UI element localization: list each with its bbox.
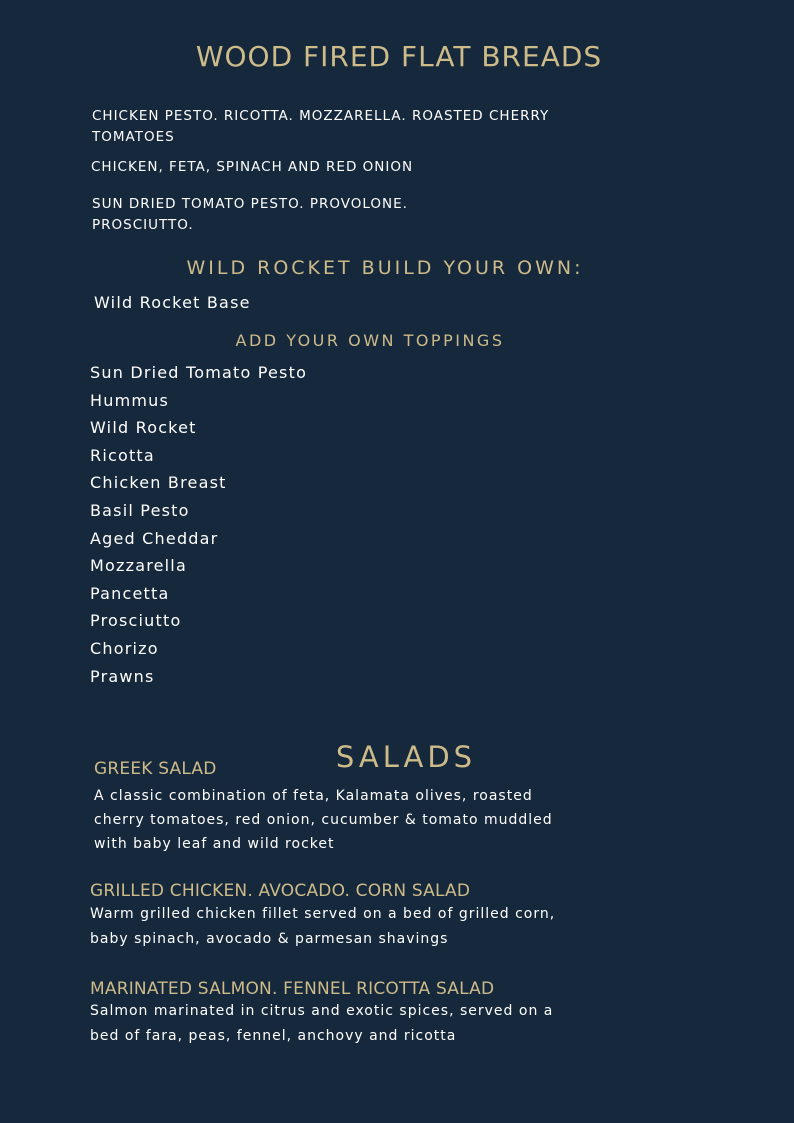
flat-breads-title: WOOD FIRED FLAT BREADS (195, 40, 603, 73)
topping-item: Prosciutto (90, 611, 182, 631)
salad-description: Warm grilled chicken fillet served on a bed of grilled corn, baby spinach, avocado & parmesan shavings (90, 906, 556, 947)
topping-item: Mozzarella (90, 556, 187, 576)
topping-item: Pancetta (90, 583, 170, 603)
flat-bread-item: SUN DRIED TOMATO PESTO. PROVOLONE. PROSCIUTTO. (92, 196, 408, 233)
topping-item: Aged Cheddar (90, 528, 219, 548)
flat-bread-item: CHICKEN PESTO. RICOTTA. MOZZARELLA. ROASTED CHERRY TOMATOES (92, 108, 550, 145)
salad-name: GREEK SALAD (94, 759, 217, 779)
flat-bread-item: CHICKEN, FETA, SPINACH AND RED ONION (91, 159, 414, 175)
salads-title: SALADS (335, 740, 477, 774)
topping-item: Prawns (90, 666, 155, 686)
salad-name: GRILLED CHICKEN. AVOCADO. CORN SALAD (90, 881, 471, 901)
topping-item: Hummus (90, 390, 170, 410)
salad-name: MARINATED SALMON. FENNEL RICOTTA SALAD (90, 979, 495, 999)
base-option: Wild Rocket Base (94, 293, 251, 312)
toppings-title: ADD YOUR OWN TOPPINGS (235, 331, 505, 350)
build-your-own-title: WILD ROCKET BUILD YOUR OWN: (186, 257, 584, 279)
topping-item: Ricotta (90, 445, 155, 465)
topping-item: Basil Pesto (90, 500, 190, 520)
topping-item: Wild Rocket (90, 418, 197, 438)
toppings-list (90, 362, 307, 693)
salad-description: A classic combination of feta, Kalamata olives, roasted cherry tomatoes, red onion, cucumber & tomato muddled with baby leaf and wild rocket (94, 788, 553, 852)
salad-description: Salmon marinated in citrus and exotic spices, served on a bed of fara, peas, fennel, anchovy and ricotta (90, 1003, 554, 1044)
topping-item: Sun Dried Tomato Pesto (90, 363, 308, 382)
topping-item: Chorizo (90, 638, 159, 658)
topping-item: Chicken Breast (90, 473, 227, 493)
